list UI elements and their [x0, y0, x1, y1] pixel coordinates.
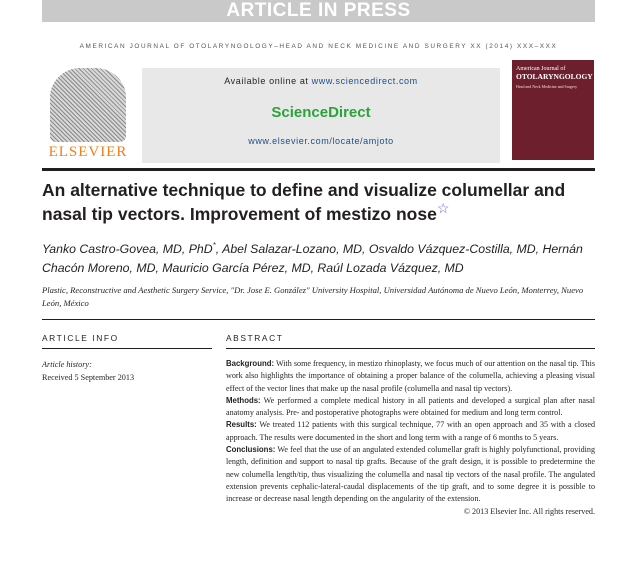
article-title	[42, 178, 595, 226]
corresponding-author-mark[interactable]: *	[212, 240, 216, 250]
results-label: Results:	[226, 420, 257, 430]
sciencedirect-url-link[interactable]: www.sciencedirect.com	[311, 76, 418, 86]
title-footnote-star-icon[interactable]: ☆	[436, 200, 450, 217]
abstract-conclusions	[226, 444, 595, 505]
received-date: Received 5 September 2013	[42, 373, 135, 382]
abstract-heading: ABSTRACT	[226, 333, 284, 343]
article-title-text: An alternative technique to define and visualize columellar and nasal tip vectors. Improvement of mestizo nose	[42, 180, 566, 224]
results-text: We treated 112 patients with this surgical technique, 77 with an open approach and 35 with a closed approach. The results were documented in the short and long term with a range of 6 months to 5 years.	[226, 420, 595, 442]
methods-label: Methods:	[226, 395, 261, 405]
copyright-notice: © 2013 Elsevier Inc. All rights reserved.	[463, 506, 595, 516]
abstract-background	[226, 358, 595, 395]
cover-line-3: Head and Neck Medicine and Surgery	[516, 84, 578, 89]
cover-line-1: American Journal of	[516, 66, 566, 72]
header-divider	[42, 168, 595, 171]
conclusions-text: We feel that the use of an angulated extended columellar graft is highly polyfunctional, providing length, definition and support to nasal tip grafts. Because of the graft design, it is possible to predetermine the new columella length/tip, thus visualizing the columella and nasal tip vectors of the nasal profile. The angulated extension prevents cephalic-lateral-caudal displacements of the tip graft, and to some degree it is possible to increase or decrease nasal length depending on the angularity of the extension.	[226, 445, 595, 504]
journal-homepage-link[interactable]: www.elsevier.com/locate/amjoto	[248, 136, 394, 146]
abstract-results	[226, 419, 595, 444]
first-author: Yanko Castro-Govea, MD, PhD	[42, 242, 213, 256]
sciencedirect-logo[interactable]: ScienceDirect	[271, 104, 371, 121]
conclusions-label: Conclusions:	[226, 445, 276, 455]
article-in-press-banner: ARTICLE IN PRESS	[42, 0, 595, 22]
article-info	[42, 358, 212, 384]
article-info-heading: ARTICLE INFO	[42, 333, 119, 343]
elsevier-tree-icon	[50, 68, 126, 142]
co-authors: , Abel Salazar-Lozano, MD, Osvaldo Vázquez-Costilla, MD, Hernán Chacón Moreno, MD, Mauricio García Pérez, MD, Raúl Lozada Vázquez, MD	[42, 242, 583, 275]
cover-line-2: OTOLARYNGOLOGY	[516, 72, 593, 81]
sciencedirect-box	[142, 68, 500, 163]
background-label: Background:	[226, 359, 275, 368]
article-info-rule	[42, 348, 212, 349]
background-text: With some frequency, in mestizo rhinoplasty, we focus much of our attention on the nasal tip. This work also highlights the importance of obtaining a proper balance of the columella, achieving a pleasing visual effect of the vector lines that make up the nasal profile (columella and nasal tip vectors).	[226, 359, 595, 393]
journal-running-header: AMERICAN JOURNAL OF OTOLARYNGOLOGY–HEAD AND NECK MEDICINE AND SURGERY XX (2014) XXX–XXX	[79, 43, 558, 50]
author-list	[42, 240, 595, 278]
affiliation: Plastic, Reconstructive and Aesthetic Surgery Service, "Dr. Jose E. González" University Hospital, Universidad Autónoma de Nuevo León, Monterrey, Nuevo León, México	[42, 285, 584, 308]
section-divider	[42, 319, 595, 320]
available-online-line	[142, 76, 500, 86]
abstract-methods	[226, 395, 595, 420]
article-history-label: Article history:	[42, 360, 92, 369]
abstract-body	[226, 358, 595, 518]
methods-text: We performed a complete medical history in all patients and developed a surgical plan after nasal anatomy analysis. Pre- and postoperative photographs were obtained for medium and long term control.	[226, 395, 595, 418]
elsevier-wordmark: ELSEVIER	[48, 144, 128, 160]
available-online-label: Available online at	[224, 76, 312, 86]
abstract-rule	[226, 348, 595, 349]
elsevier-logo[interactable]	[42, 68, 134, 163]
journal-cover-thumbnail[interactable]	[512, 60, 594, 160]
